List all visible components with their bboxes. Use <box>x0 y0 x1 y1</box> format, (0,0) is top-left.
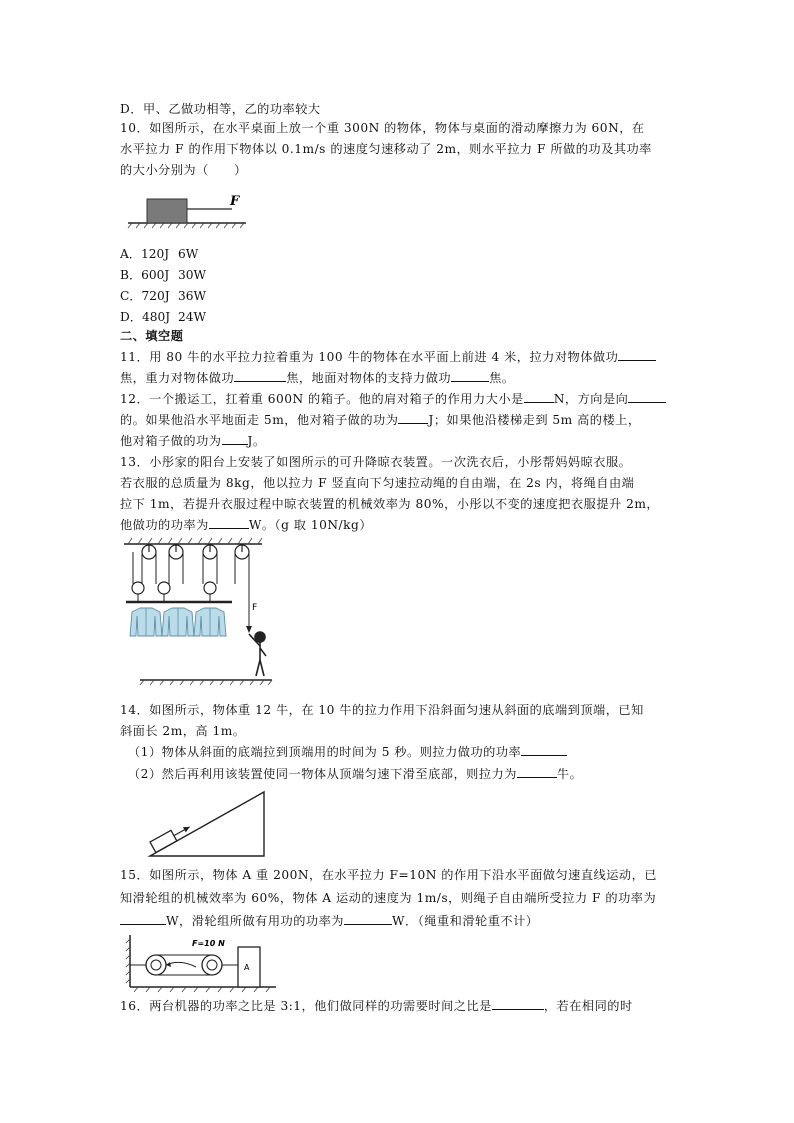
q13-line1: 13．小彤家的阳台上安装了如图所示的可升降晾衣装置。一次洗衣后，小彤帮妈妈晾衣服。 <box>120 455 632 469</box>
q10-figure-force-label: F <box>230 194 240 209</box>
q11-blank-2[interactable] <box>234 370 286 382</box>
q13-blank-1[interactable] <box>209 517 249 529</box>
q11-blank-3[interactable] <box>451 370 489 382</box>
q12-line2: 的。如果他沿水平地面走 5m，他对箱子做的功为 J；如果他沿楼梯走到 5m 高的楼上， <box>120 413 641 427</box>
q14-blank-2[interactable] <box>517 766 557 778</box>
q10-text-line3: 的大小分别为（ ） <box>120 163 247 177</box>
q13-line4: 他做功的功率为 W。（g 取 10N/kg） <box>120 518 373 532</box>
q11-line1: 11．用 80 牛的水平拉力拉着重为 100 牛的物体在水平面上前进 4 米，拉力对物体做功 <box>120 349 656 365</box>
q14-line1: 14．如图所示，物体重 12 牛，在 10 牛的拉力作用下沿斜面匀速从斜面的底端到顶端，已知 <box>120 703 644 717</box>
q15-line1: 15．如图所示，物体 A 重 200N，在水平拉力 F=10N 的作用下沿水平面做匀速直线运动，已 <box>120 868 657 882</box>
q15-line2: 知滑轮组的机械效率为 60%，物体 A 运动的速度为 1m/s，则绳子自由端所受拉力 F 的功率为 <box>120 891 657 905</box>
q12-blank-1[interactable] <box>524 391 554 403</box>
q10-text-line2: 水平拉力 F 的作用下物体以 0.1m/s 的速度匀速移动了 2m，则水平拉力 F 所做的功及其功率 <box>120 142 652 156</box>
q16-blank-1[interactable] <box>492 998 544 1010</box>
q13-figure-force-label: F <box>252 603 258 613</box>
q14-line2: 斜面长 2m，高 1m。 <box>120 724 246 738</box>
q13-line2: 若衣服的总质量为 8kg，他以拉力 F 竖直向下匀速拉动绳的自由端，在 2s 内，将绳自由端 <box>120 476 635 490</box>
q12-blank-2[interactable] <box>628 391 666 403</box>
q11-blank-1[interactable] <box>618 349 656 361</box>
q14-figure-incline <box>146 790 271 860</box>
q15-line3: W，滑轮组所做有用功的功率为 W．（绳重和滑轮重不计） <box>120 913 538 929</box>
q12-blank-4[interactable] <box>222 433 248 445</box>
q14-sub1: （1）物体从斜面的底端拉到顶端用的时间为 5 秒。则拉力做功的功率 <box>128 744 567 760</box>
q14-blank-1[interactable] <box>521 744 567 756</box>
q12-line3: 他对箱子做的功为 J。 <box>120 434 266 448</box>
q15-blank-1[interactable] <box>120 913 166 925</box>
q14-sub2: （2）然后再利用该装置使同一物体从顶端匀速下滑至底部，则拉力为 牛。 <box>128 767 583 781</box>
q12-blank-3[interactable] <box>398 412 428 424</box>
q10-text-line1: 10．如图所示，在水平桌面上放一个重 300N 的物体，物体与桌面的滑动摩擦力为 60N，在 <box>120 121 645 135</box>
q13-line3: 拉下 1m，若提升衣服过程中晾衣装置的机械效率为 80%，小彤以不变的速度把衣服提升 2m， <box>120 497 660 511</box>
q10-option-a[interactable]: A．120J 6W <box>120 247 199 261</box>
q10-figure-block-on-table <box>128 193 248 233</box>
section-title-fill-in: 二、填空题 <box>120 329 184 343</box>
q15-blank-2[interactable] <box>344 913 392 925</box>
q11-line2: 焦，重力对物体做功 焦，地面对物体的支持力做功 焦。 <box>120 371 515 385</box>
q10-option-b[interactable]: B．600J 30W <box>120 268 207 282</box>
q15-figure-block-label: A <box>244 963 250 972</box>
q10-option-d[interactable]: D．480J 24W <box>120 310 207 324</box>
q15-figure-force-label: F=10 N <box>192 939 225 948</box>
q12-line1: 12．一个搬运工，扛着重 600N 的箱子。他的肩对箱子的作用力大小是 N，方向是向 <box>120 391 666 407</box>
q13-figure-clothes-rack <box>120 536 280 691</box>
q16-line1: 16．两台机器的功率之比是 3:1，他们做同样的功需要时间之比是 ，若在相同的时 <box>120 999 633 1013</box>
q10-option-c[interactable]: C．720J 36W <box>120 289 207 303</box>
q15-figure-pulley-system <box>126 933 286 993</box>
q9-option-d: D．甲、乙做功相等，乙的功率较大 <box>120 102 321 116</box>
